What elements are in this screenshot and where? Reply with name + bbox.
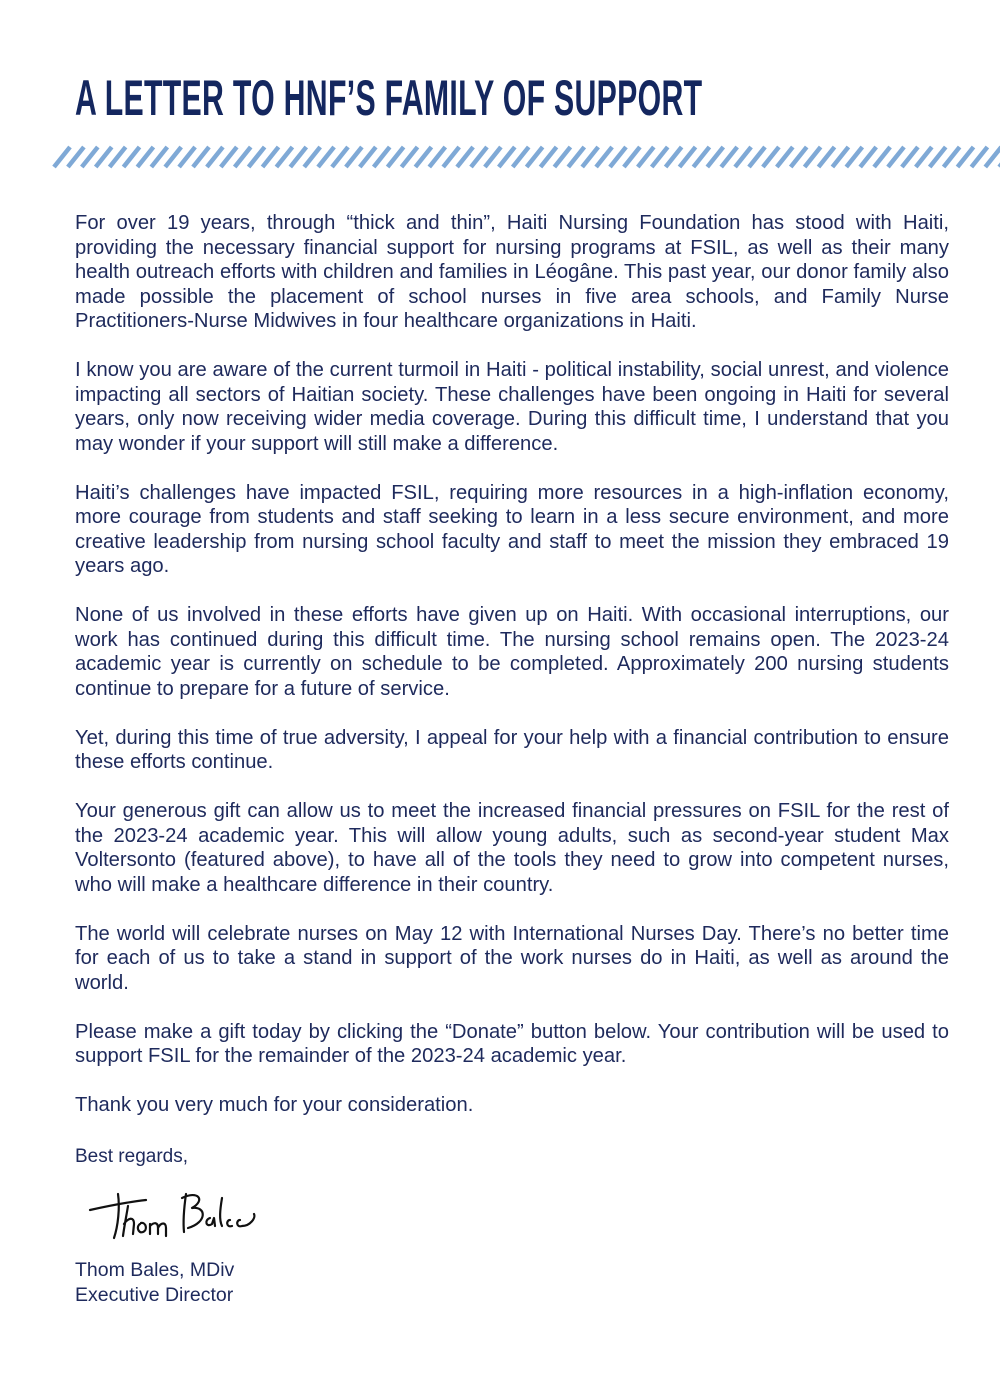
paragraph-5: Yet, during this time of true adversity, I appeal for your help with a financial contribution to ensure these efforts continue. bbox=[75, 726, 949, 773]
paragraph-4: None of us involved in these efforts have given up on Haiti. With occasional interruptions, our work has continued during this difficult time. The nursing school remains open. The 2023-24 academic year is currently on schedule to be completed. Approximately 200 nursing students continue to prepare for a future of service. bbox=[75, 604, 949, 700]
paragraph-8: Please make a gift today by clicking the “Donate” button below. Your contribution will be used to support FSIL for the remainder of the 2023-24 academic year. bbox=[75, 1020, 949, 1067]
paragraph-7: The world will celebrate nurses on May 12 with International Nurses Day. There’s no better time for each of us to take a stand in support of the work nurses do in Haiti, as well as around the world. bbox=[75, 922, 949, 994]
signature-image bbox=[88, 1188, 263, 1248]
paragraph-1: For over 19 years, through “thick and thin”, Haiti Nursing Foundation has stood with Haiti, providing the necessary financial support for nursing programs at FSIL, as well as their many health outreach efforts with children and families in Léogâne. This past year, our donor family also made possible the placement of school nurses in five area schools, and Family Nurse Practitioners-Nurse Midwives in four healthcare organizations in Haiti. bbox=[75, 212, 949, 332]
closing: Best regards, bbox=[75, 1146, 188, 1167]
paragraph-6: Your generous gift can allow us to meet the increased financial pressures on FSIL for the rest of the 2023-24 academic year. This will allow young adults, such as second-year student Max Voltersonto (featured above), to have all of the tools they need to grow into competent nurses, who will make a healthcare difference in their country. bbox=[75, 800, 949, 896]
signer-name: Thom Bales, MDiv bbox=[75, 1259, 235, 1281]
paragraph-2: I know you are aware of the current turmoil in Haiti - political instability, social unrest, and violence impacting all sectors of Haitian society. These challenges have been ongoing in Haiti for several years, only now receiving wider media coverage. During this difficult time, I understand that you may wonder if your support will still make a difference. bbox=[75, 359, 949, 455]
signer-block bbox=[75, 1258, 234, 1308]
paragraph-9: Thank you very much for your consideration. bbox=[75, 1094, 474, 1116]
decorative-stripe-divider bbox=[52, 145, 1000, 169]
signer-title: Executive Director bbox=[75, 1284, 234, 1306]
page-title: A LETTER TO HNF’S FAMILY OF SUPPORT bbox=[75, 70, 703, 126]
letter-body bbox=[75, 211, 949, 1142]
paragraph-3: Haiti’s challenges have impacted FSIL, requiring more resources in a high-inflation economy, more courage from students and staff seeking to learn in a less secure environment, and more creative leadership from nursing school faculty and staff to meet the mission they embraced 19 years ago. bbox=[75, 481, 949, 577]
